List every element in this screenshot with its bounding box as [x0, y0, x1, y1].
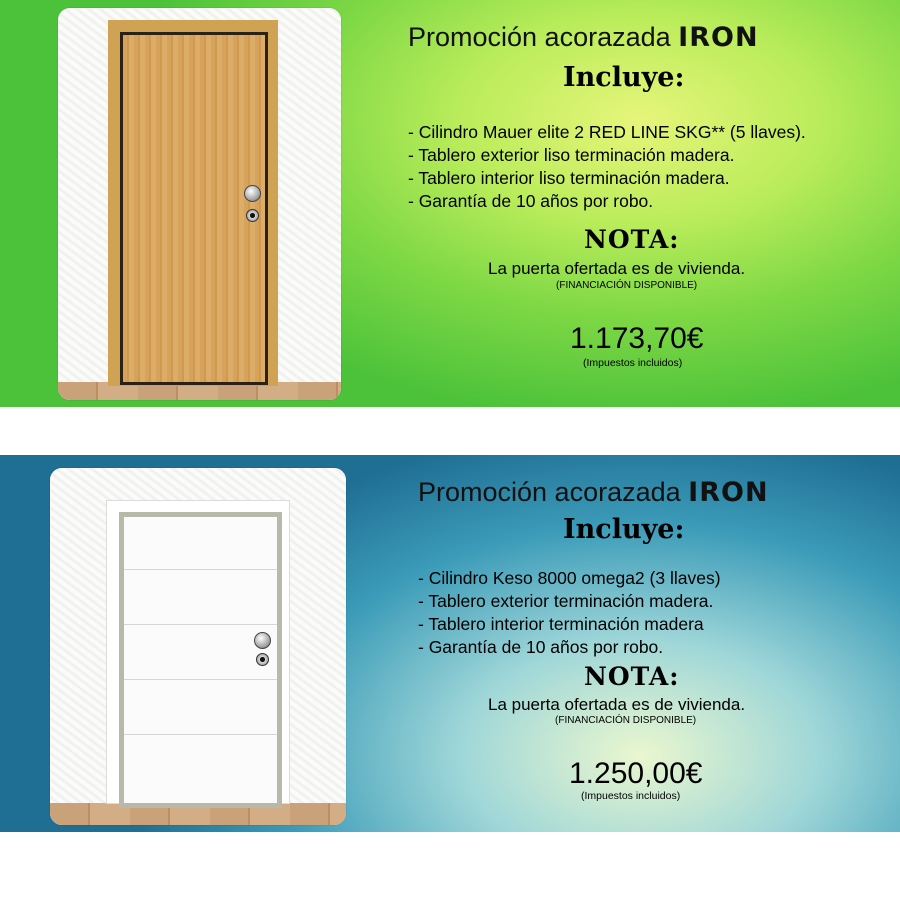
- feature-list: [418, 567, 721, 659]
- includes-title: Incluye:: [563, 62, 685, 93]
- financing-note: (FINANCIACIÓN DISPONIBLE): [556, 280, 698, 291]
- note-title: NOTA:: [584, 225, 680, 254]
- headline-prefix: Promoción acorazada: [408, 22, 671, 52]
- headline: [408, 22, 759, 53]
- includes-title: Incluye:: [563, 514, 685, 545]
- feature-item: - Tablero exterior liso terminación madera.: [408, 145, 735, 165]
- note-title: NOTA:: [584, 662, 680, 691]
- feature-item: - Garantía de 10 años por robo.: [418, 637, 664, 657]
- promo-banner-wood: [0, 0, 900, 407]
- price: 1.173,70€: [570, 322, 704, 355]
- door-knob-icon: [244, 185, 261, 202]
- feature-item: - Tablero interior liso terminación madera.: [408, 168, 730, 188]
- financing-note: (FINANCIACIÓN DISPONIBLE): [555, 715, 697, 726]
- white-door: [119, 512, 282, 808]
- brand-name: IRON: [678, 22, 759, 53]
- door-photo: [58, 8, 341, 400]
- price: 1.250,00€: [569, 757, 703, 790]
- door-lock-icon: [246, 209, 259, 222]
- feature-item: - Tablero exterior terminación madera.: [418, 591, 714, 611]
- feature-item: - Garantía de 10 años por robo.: [408, 191, 654, 211]
- wood-door: [120, 32, 268, 385]
- door-groove: [124, 679, 277, 680]
- feature-item: - Cilindro Keso 8000 omega2 (3 llaves): [418, 568, 721, 588]
- taxes-note: (Impuestos incluidos): [581, 790, 681, 802]
- feature-item: - Cilindro Mauer elite 2 RED LINE SKG** (5 llaves).: [408, 122, 806, 142]
- brand-name: IRON: [688, 477, 769, 508]
- taxes-note: (Impuestos incluidos): [583, 357, 683, 369]
- headline: [418, 477, 769, 508]
- door-photo: [50, 468, 346, 825]
- door-groove: [124, 569, 277, 570]
- note-text: La puerta ofertada es de vivienda.: [488, 259, 746, 278]
- note-text: La puerta ofertada es de vivienda.: [488, 695, 746, 714]
- feature-item: - Tablero interior terminación madera: [418, 614, 704, 634]
- door-groove: [124, 734, 277, 735]
- promo-banner-white: [0, 455, 900, 832]
- door-knob-icon: [254, 632, 271, 649]
- headline-prefix: Promoción acorazada: [418, 477, 681, 507]
- door-groove: [124, 624, 277, 625]
- door-lock-icon: [256, 653, 269, 666]
- feature-list: [408, 121, 806, 213]
